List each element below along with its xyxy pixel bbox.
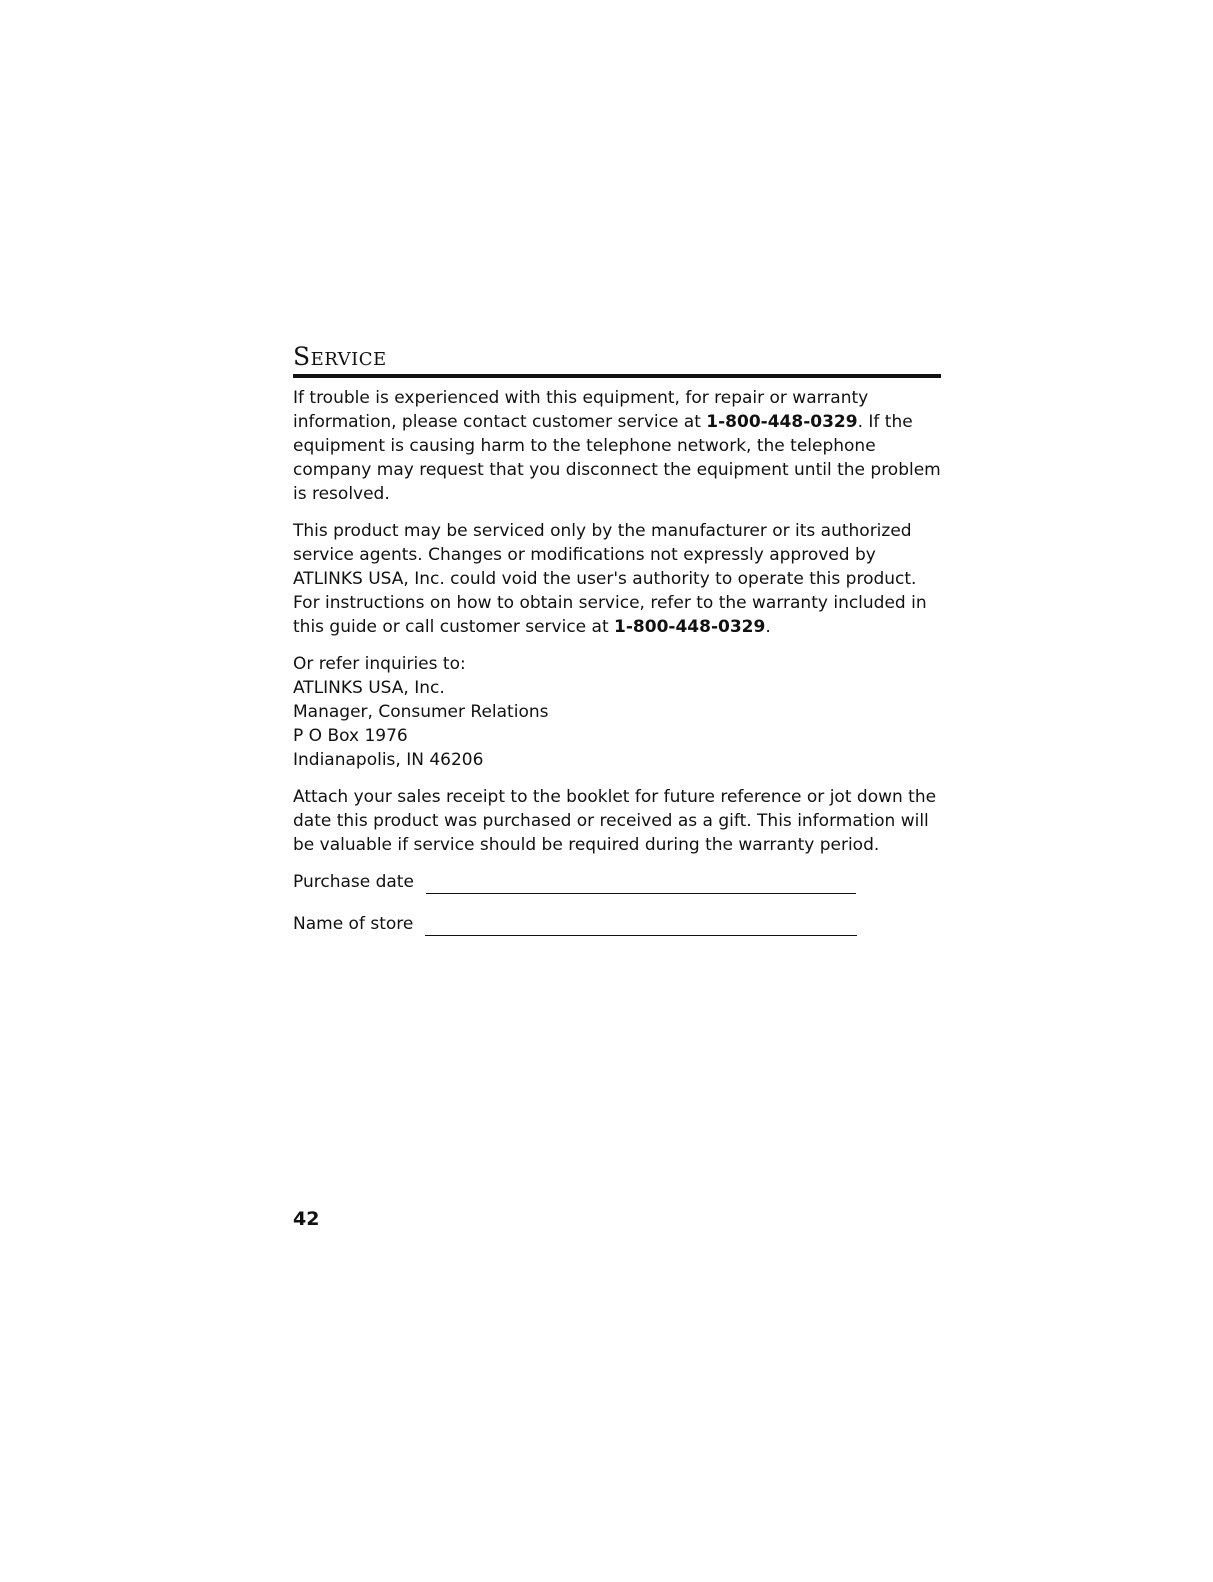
paragraph-authorized-text-1: This product may be serviced only by the manufacturer or its authorized service agents. Changes or modifications not expressly approved by ATLINKS USA, Inc. could void the user's authority to operate this product. For instructions on how to obtain service, refer to the warranty included in this guide or call customer service at [293,521,927,637]
paragraph-trouble [293,386,941,506]
address-intro: Or refer inquiries to: [293,654,466,674]
paragraph-trouble-text-2: . If the equipment is causing harm to the telephone network, the telephone company may request that you disconnect the equipment until the problem is resolved. [293,412,941,504]
paragraph-authorized-text-2: . [765,617,771,637]
store-name-label: Name of store [293,914,414,934]
store-name-row [293,912,941,936]
customer-service-phone-1: 1-800-448-0329 [706,412,858,432]
purchase-date-label: Purchase date [293,872,414,892]
paragraph-authorized-service [293,519,941,639]
purchase-date-row [293,870,941,894]
heading-rule [293,374,941,378]
customer-service-phone-2: 1-800-448-0329 [614,617,766,637]
address-company: ATLINKS USA, Inc. [293,678,445,698]
purchase-date-line[interactable] [426,875,856,894]
page-number: 42 [293,1208,320,1230]
paragraph-sales-receipt: Attach your sales receipt to the booklet for future reference or jot down the date this product was purchased or received as a gift. This information will be valuable if service should be required during the warranty period. [293,787,937,855]
address-department: Manager, Consumer Relations [293,702,549,722]
page-content [293,342,941,954]
section-heading: Service [293,342,387,371]
address-po-box: P O Box 1976 [293,726,408,746]
mailing-address [293,652,941,772]
address-city: Indianapolis, IN 46206 [293,750,484,770]
paragraph-trouble-text-1: If trouble is experienced with this equipment, for repair or warranty information, please contact customer service at [293,388,869,432]
store-name-line[interactable] [425,917,857,936]
